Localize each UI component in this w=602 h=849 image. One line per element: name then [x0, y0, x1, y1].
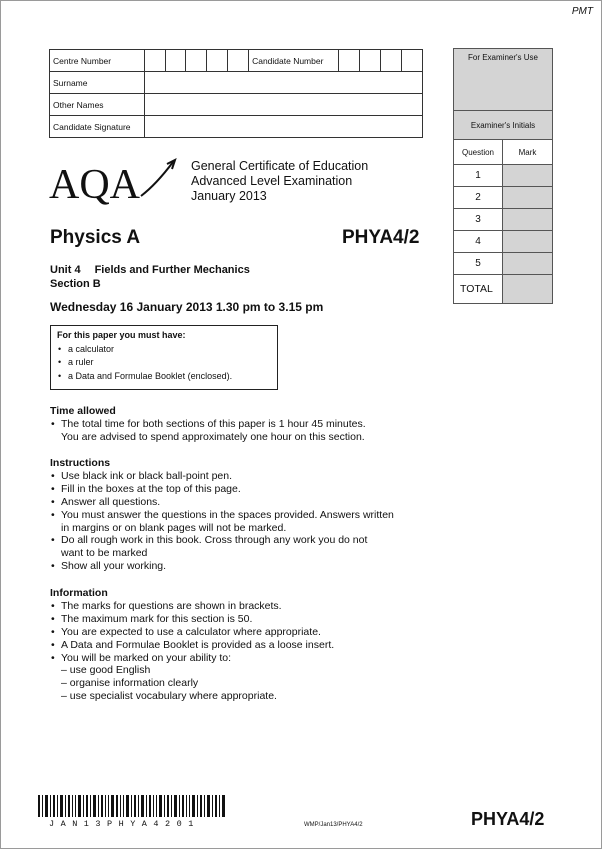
information-title: Information: [50, 587, 108, 599]
instruction-item: • Answer all questions.: [50, 496, 430, 509]
unit-number: Unit 4: [50, 264, 81, 276]
information-item: • You are expected to use a calculator where appropriate.: [50, 626, 430, 639]
barcode: [38, 795, 228, 817]
centre-number-box[interactable]: [165, 50, 186, 72]
materials-item: • a Data and Formulae Booklet (enclosed).: [57, 370, 277, 384]
information-item: – use good English: [61, 664, 151, 677]
subject-title: Physics A: [50, 227, 141, 248]
information-item: • The maximum mark for this section is 50.: [50, 613, 430, 626]
candidate-number-box[interactable]: [381, 50, 402, 72]
paper-code: PHYA4/2: [342, 227, 420, 248]
examiner-table: [453, 48, 553, 304]
time-allowed-line: You are advised to spend approximately one hour on this section.: [61, 430, 365, 443]
centre-number-box[interactable]: [207, 50, 228, 72]
information-item: – organise information clearly: [61, 677, 199, 690]
instruction-item: • Use black ink or black ball-point pen.: [50, 470, 430, 483]
materials-box: [50, 325, 278, 390]
instruction-item: • Show all your working.: [50, 560, 430, 573]
information-item: • A Data and Formulae Booklet is provided as a loose insert.: [50, 639, 430, 652]
time-allowed-section: [50, 405, 430, 444]
signature-field[interactable]: [144, 116, 422, 138]
total-cell[interactable]: [503, 275, 553, 304]
unit-title: Fields and Further Mechanics: [94, 264, 250, 276]
centre-number-label: Centre Number: [50, 50, 145, 72]
qualification-line: General Certificate of Education: [191, 159, 369, 173]
unit-block: [50, 263, 250, 291]
total-label: TOTAL: [454, 275, 503, 304]
materials-item: • a calculator: [57, 343, 277, 357]
candidate-number-label: Candidate Number: [249, 50, 339, 72]
candidate-number-box[interactable]: [360, 50, 381, 72]
information-item: • The marks for questions are shown in brackets.: [50, 600, 430, 613]
instructions-title: Instructions: [50, 457, 111, 469]
question-number: 4: [454, 231, 503, 253]
aqa-logo-text: AQA: [49, 162, 140, 208]
materials-title: For this paper you must have:: [57, 330, 186, 340]
other-names-label: Other Names: [50, 94, 145, 116]
mark-cell[interactable]: [503, 253, 553, 275]
question-number: 3: [454, 209, 503, 231]
instruction-item: • Fill in the boxes at the top of this page.: [50, 483, 430, 496]
barcode-text: JAN13PHYA4201: [49, 819, 200, 829]
mark-cell[interactable]: [503, 231, 553, 253]
time-allowed-title: Time allowed: [50, 405, 116, 417]
mark-cell[interactable]: [503, 165, 553, 187]
document-reference: WMP/Jan13/PHYA4/2: [304, 822, 363, 828]
candidate-number-box[interactable]: [339, 50, 360, 72]
question-number: 5: [454, 253, 503, 275]
examiner-initials-label: Examiner's Initials: [454, 111, 553, 140]
surname-field[interactable]: [144, 72, 422, 94]
instructions-section: [50, 457, 430, 573]
instruction-item: in margins or on blank pages will not be marked.: [61, 521, 287, 534]
signature-label: Candidate Signature: [50, 116, 145, 138]
exam-series: January 2013: [191, 189, 267, 203]
exam-date: Wednesday 16 January 2013 1.30 pm to 3.15 pm: [50, 300, 324, 314]
pmt-mark: PMT: [571, 6, 593, 17]
other-names-field[interactable]: [144, 94, 422, 116]
aqa-logo: [49, 158, 179, 208]
instruction-item: • Do all rough work in this book. Cross through any work you do not: [50, 534, 430, 547]
examiner-use-label: For Examiner's Use: [454, 49, 553, 111]
time-allowed-line: • The total time for both sections of this paper is 1 hour 45 minutes.: [50, 418, 430, 431]
information-item: • You will be marked on your ability to:: [50, 652, 430, 665]
candidate-number-box[interactable]: [401, 50, 422, 72]
section-label: Section B: [50, 278, 101, 290]
question-number: 2: [454, 187, 503, 209]
information-item: – use specialist vocabulary where appropriate.: [61, 690, 277, 703]
centre-number-box[interactable]: [228, 50, 249, 72]
materials-item: • a ruler: [57, 356, 277, 370]
surname-label: Surname: [50, 72, 145, 94]
question-number: 1: [454, 165, 503, 187]
footer-paper-code: PHYA4/2: [471, 809, 545, 829]
question-header: Question: [454, 140, 503, 165]
information-section: [50, 587, 430, 703]
qualification-line: Advanced Level Examination: [191, 174, 353, 188]
centre-number-box[interactable]: [186, 50, 207, 72]
centre-number-box[interactable]: [144, 50, 165, 72]
qualification-block: [191, 159, 368, 204]
mark-cell[interactable]: [503, 187, 553, 209]
mark-cell[interactable]: [503, 209, 553, 231]
mark-header: Mark: [503, 140, 553, 165]
candidate-details-table: [49, 49, 423, 138]
instruction-item: • You must answer the questions in the spaces provided. Answers written: [50, 509, 430, 522]
instruction-item: want to be marked: [61, 547, 148, 560]
